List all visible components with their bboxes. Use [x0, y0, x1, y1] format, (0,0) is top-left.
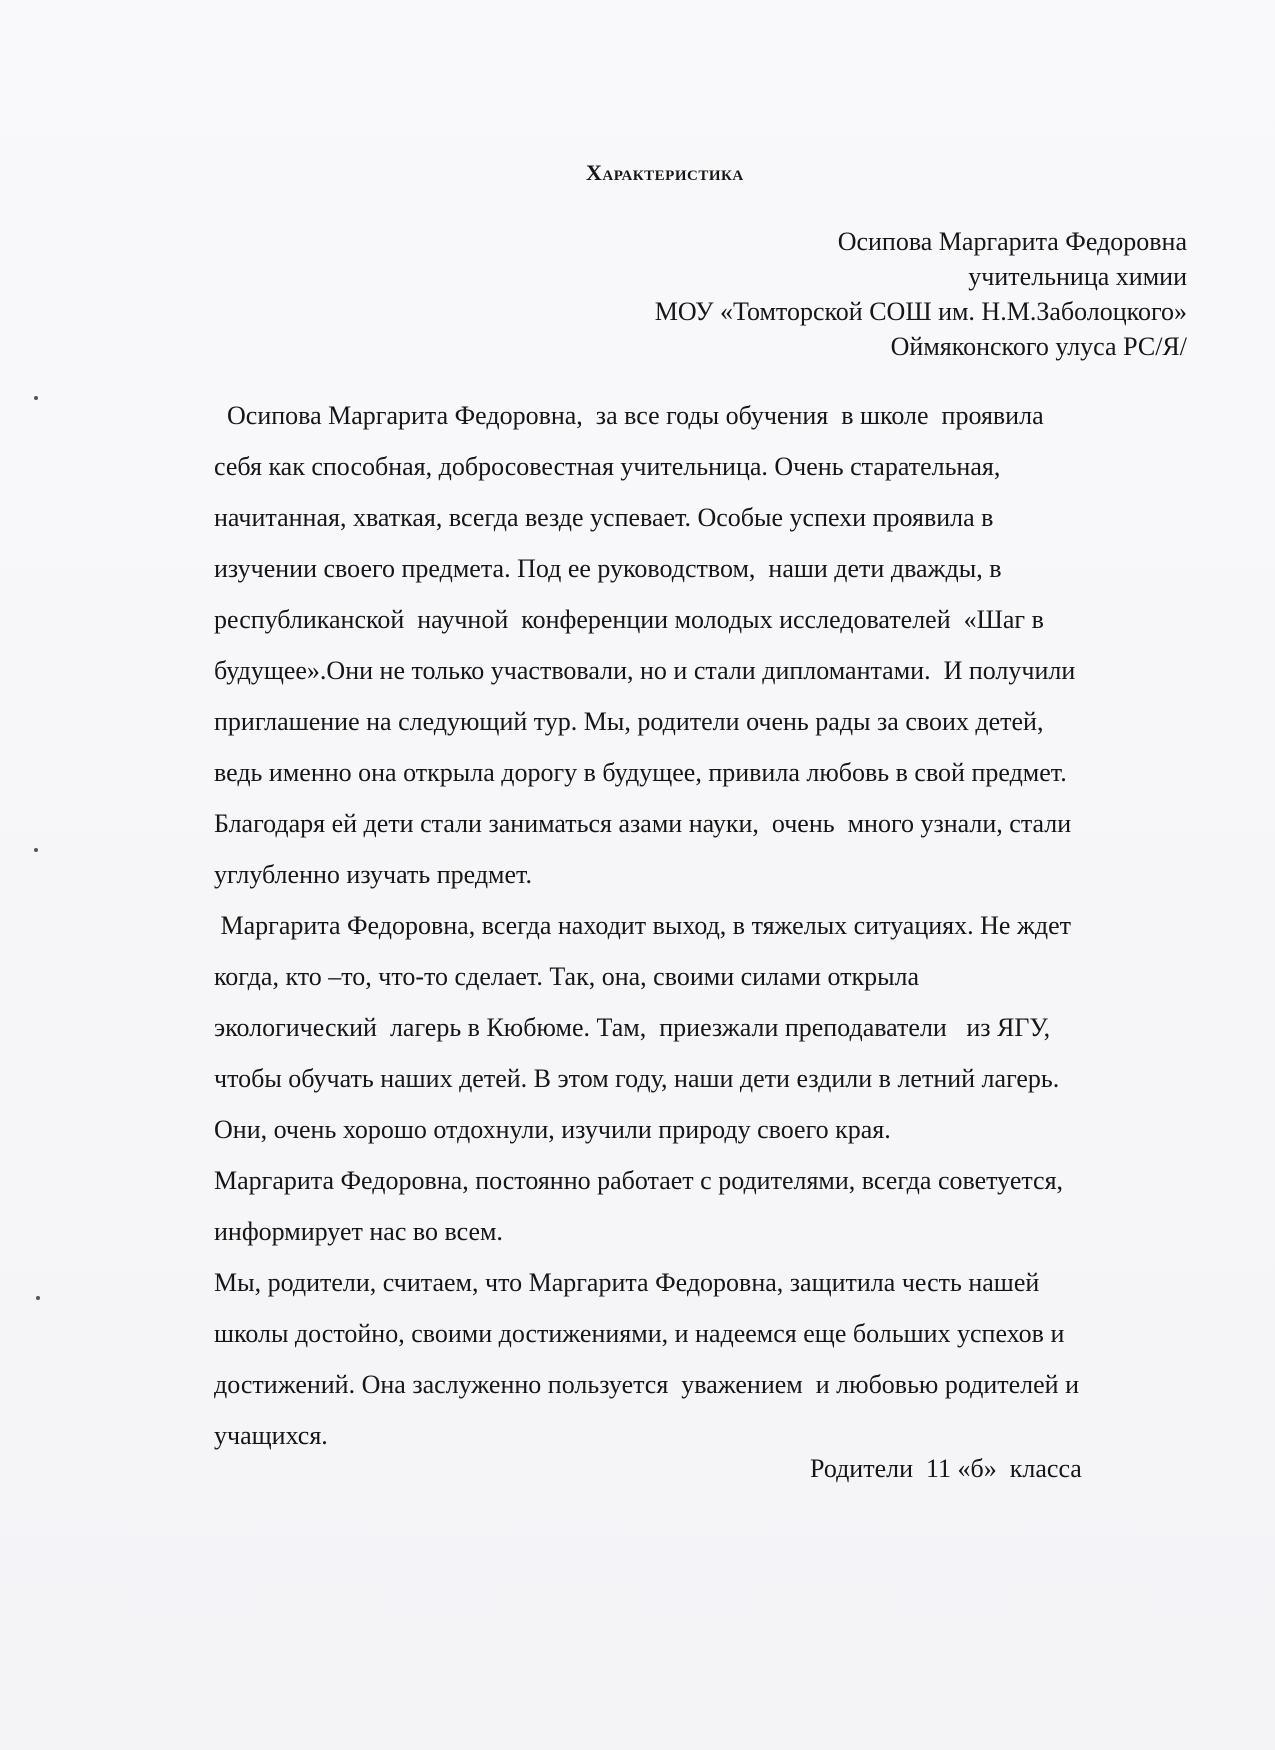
addressee-position: учительница химии — [968, 262, 1187, 291]
body-line: достижений. Она заслуженно пользуется уважением и любовью родителей и — [214, 1370, 1079, 1399]
body-line: Они, очень хорошо отдохнули, изучили природу своего края. — [214, 1115, 891, 1144]
body-line: школы достойно, своими достижениями, и надеемся еще больших успехов и — [214, 1319, 1065, 1348]
body-line: углубленно изучать предмет. — [214, 860, 532, 889]
body-line: учащихся. — [214, 1421, 328, 1450]
body-line: Маргарита Федоровна, всегда находит выход, в тяжелых ситуациях. Не ждет — [214, 911, 1072, 940]
body-line: Благодаря ей дети стали заниматься азами науки, очень много узнали, стали — [214, 809, 1072, 838]
body-line: Мы, родители, считаем, что Маргарита Федоровна, защитила честь нашей — [214, 1268, 1040, 1297]
scan-speck — [34, 848, 38, 852]
body-line: информирует нас во всем. — [214, 1217, 503, 1246]
addressee-school: МОУ «Томторской СОШ им. Н.М.Заболоцкого» — [654, 297, 1187, 326]
body-line: ведь именно она открыла дорогу в будущее, привила любовь в свой предмет. — [214, 758, 1067, 787]
body-line: себя как способная, добросовестная учительница. Очень старательная, — [214, 452, 1001, 481]
body-line: экологический лагерь в Кюбюме. Там, приезжали преподаватели из ЯГУ, — [214, 1013, 1051, 1042]
addressee-name: Осипова Маргарита Федоровна — [837, 227, 1187, 256]
addressee-block — [655, 224, 1187, 364]
body-line: чтобы обучать наших детей. В этом году, наши дети ездили в летний лагерь. — [214, 1064, 1060, 1093]
body-line: изучении своего предмета. Под ее руководством, наши дети дважды, в — [214, 554, 1002, 583]
document-title: Характеристика — [586, 160, 744, 185]
document-body — [214, 390, 1214, 1461]
body-line: будущее».Они не только участвовали, но и стали дипломантами. И получили — [214, 656, 1076, 685]
body-line: Осипова Маргарита Федоровна, за все годы обучения в школе проявила — [214, 401, 1044, 430]
body-line: когда, кто –то, что-то сделает. Так, она, своими силами открыла — [214, 962, 920, 991]
body-line: республиканской научной конференции молодых исследователей «Шаг в — [214, 605, 1044, 634]
body-line: Маргарита Федоровна, постоянно работает с родителями, всегда советуется, — [214, 1166, 1064, 1195]
signature: Родители 11 «б» класса — [810, 1454, 1082, 1483]
addressee-region: Оймяконского улуса РС/Я/ — [890, 332, 1187, 361]
body-line: начитанная, хваткая, всегда везде успевает. Особые успехи проявила в — [214, 503, 994, 532]
scan-speck — [36, 1296, 40, 1300]
scan-speck — [34, 396, 38, 400]
body-line: приглашение на следующий тур. Мы, родители очень рады за своих детей, — [214, 707, 1044, 736]
